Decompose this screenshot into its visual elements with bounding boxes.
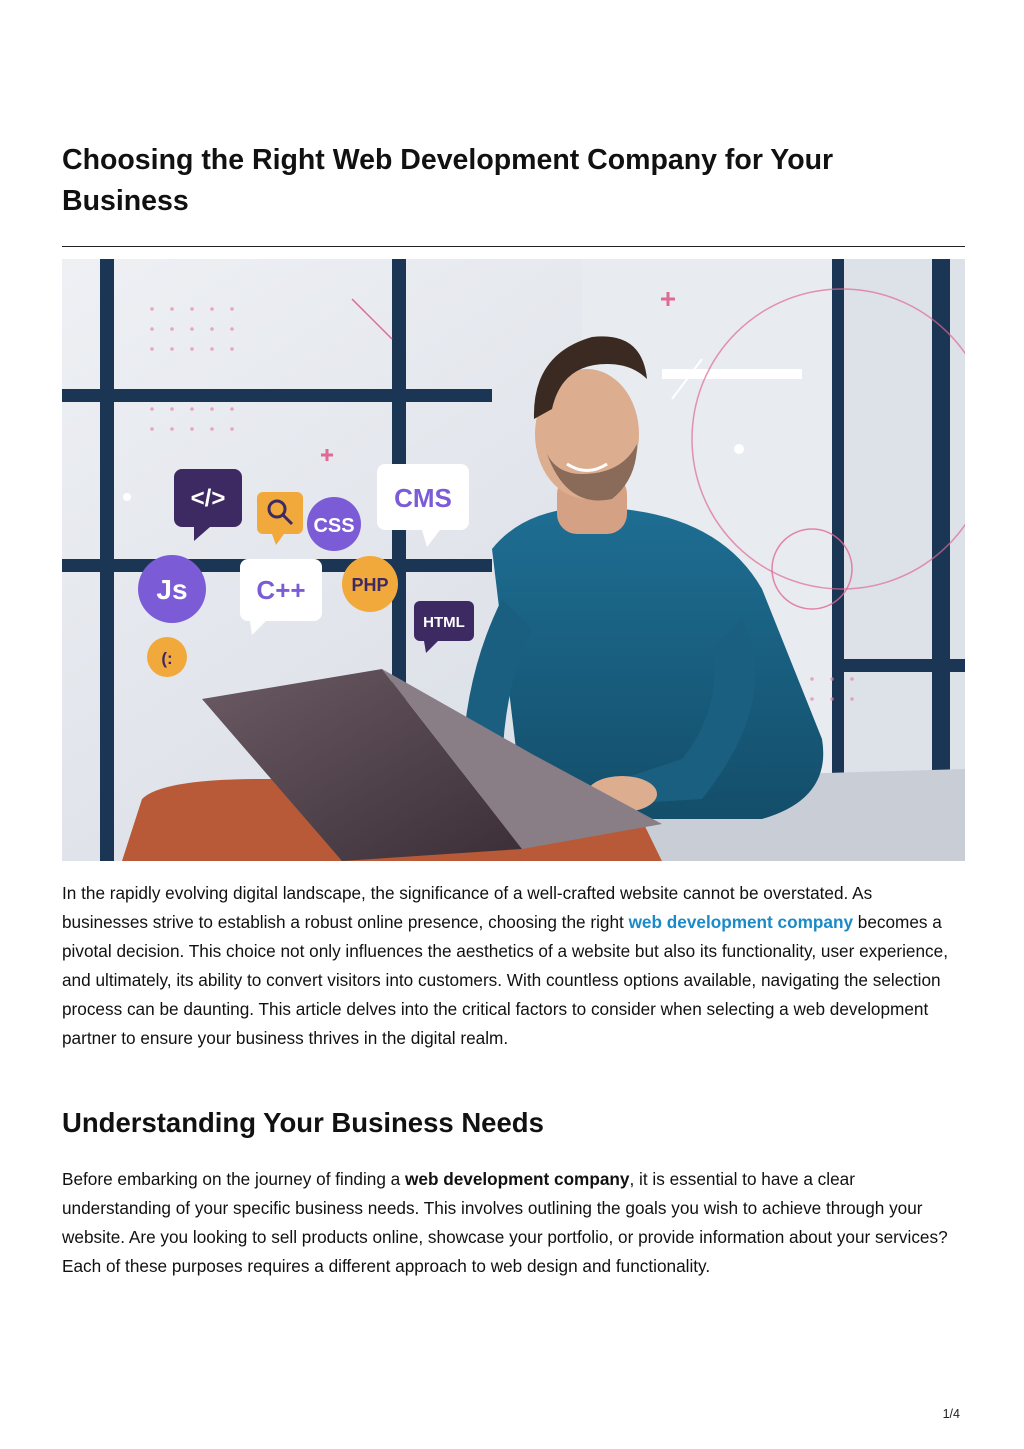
hero-image	[62, 259, 965, 861]
css-badge	[307, 497, 361, 551]
svg-text:PHP: PHP	[351, 575, 389, 595]
svg-text:CSS: CSS	[313, 515, 355, 537]
smiley-badge	[147, 637, 187, 677]
svg-text:HTML: HTML	[423, 614, 465, 631]
svg-text:(:: (:	[161, 649, 173, 668]
intro-paragraph: In the rapidly evolving digital landscape, the significance of a well-crafted website cannot be overstated. As businesses strive to establish a robust online presence, choosing the right web development company becomes a pivotal decision. This choice not only influences the aesthetics of a website but also its functionality, user experience, and ultimately, its ability to convert visitors into customers. With countless options available, navigating the selection process can be daunting. This article delves into the critical factors to consider when selecting a web development partner to ensure your business thrives in the digital realm.	[62, 883, 948, 1048]
js-badge	[138, 555, 206, 623]
svg-text:C++: C++	[256, 575, 306, 605]
svg-text:CMS: CMS	[394, 483, 452, 513]
page-number: 1/4	[942, 1407, 960, 1421]
svg-text:Js: Js	[156, 574, 188, 605]
svg-text:</>: </>	[190, 485, 226, 512]
section-heading: Understanding Your Business Needs	[62, 1107, 544, 1138]
php-badge	[342, 556, 398, 612]
bold-phrase: web development company	[405, 1169, 630, 1189]
section-paragraph: Before embarking on the journey of finding a web development company, it is essential to have a clear understanding of your specific business needs. This involves outlining the goals you wish to achieve through your website. Are you looking to sell products online, showcase your portfolio, or provide information about your services? Each of these purposes requires a different approach to web design and functionality.	[62, 1169, 948, 1276]
title-divider	[62, 246, 965, 247]
article-title: Choosing the Right Web Development Company for Your Business	[62, 144, 834, 217]
web-development-company-link[interactable]: web development company	[628, 912, 854, 932]
